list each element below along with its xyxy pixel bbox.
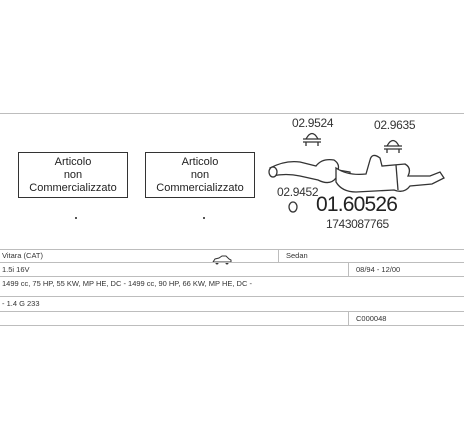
- vehicle-model: Vitara (CAT): [2, 251, 43, 260]
- ring-gasket-icon: [289, 202, 297, 212]
- oe-part-code: 1743087765: [326, 217, 389, 231]
- row-divider: [0, 311, 464, 312]
- clamp-icon: [303, 134, 321, 147]
- not-sold-line2: non: [190, 169, 210, 181]
- column-divider: [348, 263, 349, 276]
- clamp-icon: [384, 141, 402, 154]
- clamp-left-code: 02.9524: [292, 116, 334, 130]
- row-divider: [0, 276, 464, 277]
- car-sedan-icon: [212, 252, 232, 270]
- not-sold-line3: Commercializzato: [29, 182, 117, 194]
- row-divider: [0, 325, 464, 326]
- not-sold-line1: Articolo: [181, 156, 219, 168]
- not-sold-line3: Commercializzato: [156, 182, 244, 194]
- vehicle-years: 08/94 - 12/00: [356, 265, 401, 274]
- engine-code: - 1.4 G 233: [2, 299, 40, 308]
- not-sold-line2: non: [63, 169, 83, 181]
- vehicle-engine: 1.5i 16V: [2, 265, 30, 274]
- ring-code: 02.9452: [277, 185, 319, 199]
- vehicle-specs: 1499 cc, 75 HP, 55 KW, MP HE, DC - 1499 cc, 90 HP, 66 KW, MP HE, DC -: [2, 279, 252, 288]
- column-divider: [348, 312, 349, 325]
- row-divider: [0, 262, 464, 263]
- main-part-code: 01.60526: [316, 193, 398, 216]
- not-sold-line1: Articolo: [54, 156, 92, 168]
- catalog-code: C000048: [356, 314, 387, 323]
- vehicle-body: Sedan: [286, 251, 308, 260]
- row-divider: [0, 249, 464, 250]
- column-divider: [278, 250, 279, 262]
- clamp-right-code: 02.9635: [374, 118, 416, 132]
- row-divider: [0, 296, 464, 297]
